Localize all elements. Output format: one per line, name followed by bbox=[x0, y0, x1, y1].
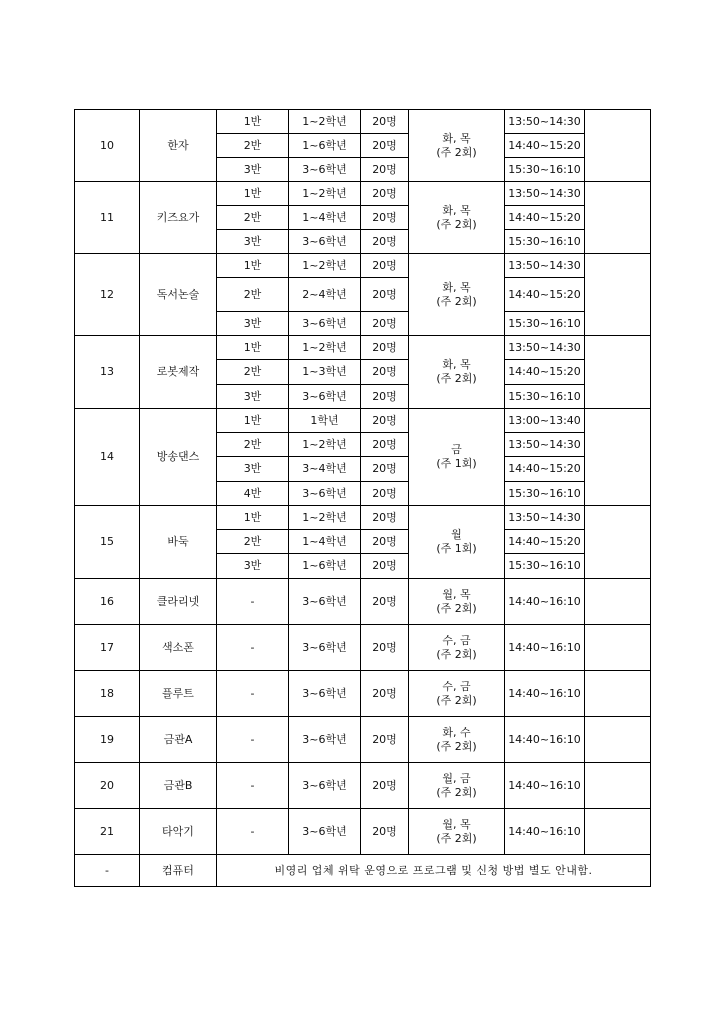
program-schedule-table bbox=[74, 109, 651, 887]
class-label: 3반 bbox=[217, 554, 289, 579]
grade-range: 1~2학년 bbox=[289, 110, 361, 134]
time-slot: 14:40~15:20 bbox=[505, 360, 585, 385]
capacity: 20명 bbox=[361, 717, 409, 763]
frequency-text: (주 2회) bbox=[436, 372, 477, 385]
class-label: 1반 bbox=[217, 506, 289, 530]
grade-range: 3~6학년 bbox=[289, 625, 361, 671]
class-label: 2반 bbox=[217, 360, 289, 385]
table-row bbox=[75, 254, 651, 278]
program-name: 금관B bbox=[140, 763, 217, 809]
grade-range: 3~6학년 bbox=[289, 671, 361, 717]
grade-range: 3~6학년 bbox=[289, 717, 361, 763]
program-name: 클라리넷 bbox=[140, 579, 217, 625]
program-name: 키즈요가 bbox=[140, 182, 217, 254]
class-label: - bbox=[217, 717, 289, 763]
capacity: 20명 bbox=[361, 457, 409, 482]
schedule-days bbox=[409, 110, 505, 182]
capacity: 20명 bbox=[361, 506, 409, 530]
frequency-text: (주 2회) bbox=[436, 647, 477, 661]
note-cell bbox=[585, 809, 651, 855]
grade-range: 1~2학년 bbox=[289, 433, 361, 457]
grade-range: 3~6학년 bbox=[289, 158, 361, 182]
frequency-text: (주 2회) bbox=[436, 831, 477, 845]
program-number: 12 bbox=[75, 254, 140, 336]
time-slot: 13:00~13:40 bbox=[505, 409, 585, 433]
frequency-text: (주 2회) bbox=[436, 145, 477, 159]
table-row bbox=[75, 717, 651, 763]
time-slot: 15:30~16:10 bbox=[505, 158, 585, 182]
class-label: 3반 bbox=[217, 385, 289, 409]
grade-range: 3~6학년 bbox=[289, 385, 361, 409]
table-row bbox=[75, 506, 651, 530]
days-text: 화, 목 bbox=[442, 131, 471, 145]
grade-range: 1학년 bbox=[289, 409, 361, 433]
note-cell bbox=[585, 579, 651, 625]
time-slot: 14:40~15:20 bbox=[505, 530, 585, 554]
program-number: 10 bbox=[75, 110, 140, 182]
frequency-text: (주 1회) bbox=[436, 457, 477, 470]
time-slot: 13:50~14:30 bbox=[505, 336, 585, 360]
time-slot: 14:40~16:10 bbox=[505, 579, 585, 625]
days-text: 화, 수 bbox=[442, 725, 471, 739]
capacity: 20명 bbox=[361, 230, 409, 254]
time-slot: 14:40~15:20 bbox=[505, 206, 585, 230]
program-name: 색소폰 bbox=[140, 625, 217, 671]
capacity: 20명 bbox=[361, 433, 409, 457]
capacity: 20명 bbox=[361, 110, 409, 134]
time-slot: 15:30~16:10 bbox=[505, 482, 585, 506]
time-slot: 14:40~16:10 bbox=[505, 717, 585, 763]
frequency-text: (주 2회) bbox=[436, 785, 477, 799]
days-text: 월, 목 bbox=[442, 817, 471, 831]
time-slot: 15:30~16:10 bbox=[505, 312, 585, 336]
program-number: 14 bbox=[75, 409, 140, 506]
program-name: 금관A bbox=[140, 717, 217, 763]
note-cell bbox=[585, 763, 651, 809]
grade-range: 3~4학년 bbox=[289, 457, 361, 482]
class-label: 1반 bbox=[217, 182, 289, 206]
class-label: - bbox=[217, 763, 289, 809]
class-label: 3반 bbox=[217, 230, 289, 254]
time-slot: 14:40~15:20 bbox=[505, 278, 585, 312]
days-text: 화, 목 bbox=[442, 203, 471, 217]
class-label: 2반 bbox=[217, 206, 289, 230]
time-slot: 13:50~14:30 bbox=[505, 433, 585, 457]
frequency-text: (주 2회) bbox=[436, 217, 477, 231]
note-cell bbox=[585, 409, 651, 506]
table-row bbox=[75, 409, 651, 433]
grade-range: 1~6학년 bbox=[289, 134, 361, 158]
table-row-computer bbox=[75, 855, 651, 887]
class-label: - bbox=[217, 809, 289, 855]
time-slot: 15:30~16:10 bbox=[505, 385, 585, 409]
program-number: 17 bbox=[75, 625, 140, 671]
grade-range: 1~2학년 bbox=[289, 182, 361, 206]
capacity: 20명 bbox=[361, 671, 409, 717]
grade-range: 1~2학년 bbox=[289, 336, 361, 360]
days-text: 월, 목 bbox=[442, 587, 471, 601]
class-label: 3반 bbox=[217, 312, 289, 336]
capacity: 20명 bbox=[361, 254, 409, 278]
days-text: 월, 금 bbox=[442, 771, 471, 785]
schedule-days bbox=[409, 809, 505, 855]
schedule-days bbox=[409, 671, 505, 717]
program-number: 16 bbox=[75, 579, 140, 625]
program-name: 독서논술 bbox=[140, 254, 217, 336]
time-slot: 14:40~15:20 bbox=[505, 134, 585, 158]
program-name: 한자 bbox=[140, 110, 217, 182]
time-slot: 14:40~16:10 bbox=[505, 671, 585, 717]
days-text: 수, 금 bbox=[442, 679, 471, 693]
frequency-text: (주 1회) bbox=[436, 542, 477, 555]
grade-range: 3~6학년 bbox=[289, 579, 361, 625]
days-text: 화, 목 bbox=[442, 280, 471, 294]
schedule-days bbox=[409, 409, 505, 506]
grade-range: 3~6학년 bbox=[289, 809, 361, 855]
frequency-text: (주 2회) bbox=[436, 601, 477, 615]
table-row bbox=[75, 579, 651, 625]
program-name: 타악기 bbox=[140, 809, 217, 855]
schedule-days bbox=[409, 182, 505, 254]
table-row bbox=[75, 182, 651, 206]
note-cell bbox=[585, 671, 651, 717]
time-slot: 13:50~14:30 bbox=[505, 254, 585, 278]
program-name: 방송댄스 bbox=[140, 409, 217, 506]
class-label: 4반 bbox=[217, 482, 289, 506]
capacity: 20명 bbox=[361, 482, 409, 506]
class-label: - bbox=[217, 671, 289, 717]
program-number: - bbox=[75, 855, 140, 887]
class-label: 1반 bbox=[217, 110, 289, 134]
capacity: 20명 bbox=[361, 809, 409, 855]
schedule-days bbox=[409, 254, 505, 336]
capacity: 20명 bbox=[361, 409, 409, 433]
class-label: 3반 bbox=[217, 457, 289, 482]
time-slot: 13:50~14:30 bbox=[505, 182, 585, 206]
program-number: 11 bbox=[75, 182, 140, 254]
capacity: 20명 bbox=[361, 336, 409, 360]
capacity: 20명 bbox=[361, 579, 409, 625]
program-number: 18 bbox=[75, 671, 140, 717]
table-row bbox=[75, 809, 651, 855]
time-slot: 13:50~14:30 bbox=[505, 506, 585, 530]
table-row bbox=[75, 110, 651, 134]
grade-range: 1~4학년 bbox=[289, 530, 361, 554]
note-cell bbox=[585, 336, 651, 409]
time-slot: 15:30~16:10 bbox=[505, 230, 585, 254]
grade-range: 1~6학년 bbox=[289, 554, 361, 579]
class-label: 1반 bbox=[217, 336, 289, 360]
capacity: 20명 bbox=[361, 312, 409, 336]
frequency-text: (주 2회) bbox=[436, 739, 477, 753]
grade-range: 3~6학년 bbox=[289, 230, 361, 254]
grade-range: 1~2학년 bbox=[289, 506, 361, 530]
schedule-days bbox=[409, 579, 505, 625]
table-row bbox=[75, 671, 651, 717]
class-label: 2반 bbox=[217, 433, 289, 457]
capacity: 20명 bbox=[361, 182, 409, 206]
time-slot: 14:40~16:10 bbox=[505, 809, 585, 855]
program-number: 21 bbox=[75, 809, 140, 855]
time-slot: 14:40~16:10 bbox=[505, 763, 585, 809]
class-label: 2반 bbox=[217, 278, 289, 312]
class-label: 2반 bbox=[217, 134, 289, 158]
note-cell bbox=[585, 110, 651, 182]
program-name: 플루트 bbox=[140, 671, 217, 717]
capacity: 20명 bbox=[361, 554, 409, 579]
program-name: 컴퓨터 bbox=[140, 855, 217, 887]
frequency-text: (주 2회) bbox=[436, 294, 477, 308]
note-cell bbox=[585, 182, 651, 254]
grade-range: 1~3학년 bbox=[289, 360, 361, 385]
days-text: 월 bbox=[451, 528, 462, 541]
schedule-days bbox=[409, 336, 505, 409]
note-cell bbox=[585, 717, 651, 763]
grade-range: 1~2학년 bbox=[289, 254, 361, 278]
class-label: 1반 bbox=[217, 254, 289, 278]
class-label: 2반 bbox=[217, 530, 289, 554]
capacity: 20명 bbox=[361, 206, 409, 230]
schedule-days bbox=[409, 763, 505, 809]
time-slot: 14:40~16:10 bbox=[505, 625, 585, 671]
program-number: 13 bbox=[75, 336, 140, 409]
table-row bbox=[75, 336, 651, 360]
schedule-days bbox=[409, 625, 505, 671]
frequency-text: (주 2회) bbox=[436, 693, 477, 707]
note-cell bbox=[585, 625, 651, 671]
class-label: 3반 bbox=[217, 158, 289, 182]
capacity: 20명 bbox=[361, 360, 409, 385]
outsourced-notice: 비영리 업체 위탁 운영으로 프로그램 및 신청 방법 별도 안내함. bbox=[217, 855, 651, 887]
program-number: 20 bbox=[75, 763, 140, 809]
schedule-days bbox=[409, 506, 505, 579]
grade-range: 3~6학년 bbox=[289, 482, 361, 506]
days-text: 화, 목 bbox=[442, 358, 471, 371]
time-slot: 13:50~14:30 bbox=[505, 110, 585, 134]
grade-range: 3~6학년 bbox=[289, 763, 361, 809]
note-cell bbox=[585, 506, 651, 579]
capacity: 20명 bbox=[361, 278, 409, 312]
grade-range: 1~4학년 bbox=[289, 206, 361, 230]
capacity: 20명 bbox=[361, 625, 409, 671]
class-label: - bbox=[217, 625, 289, 671]
class-label: - bbox=[217, 579, 289, 625]
table-row bbox=[75, 625, 651, 671]
capacity: 20명 bbox=[361, 158, 409, 182]
grade-range: 2~4학년 bbox=[289, 278, 361, 312]
capacity: 20명 bbox=[361, 530, 409, 554]
program-name: 로봇제작 bbox=[140, 336, 217, 409]
capacity: 20명 bbox=[361, 134, 409, 158]
time-slot: 15:30~16:10 bbox=[505, 554, 585, 579]
days-text: 수, 금 bbox=[442, 633, 471, 647]
program-number: 19 bbox=[75, 717, 140, 763]
schedule-days bbox=[409, 717, 505, 763]
note-cell bbox=[585, 254, 651, 336]
capacity: 20명 bbox=[361, 385, 409, 409]
program-number: 15 bbox=[75, 506, 140, 579]
program-name: 바둑 bbox=[140, 506, 217, 579]
class-label: 1반 bbox=[217, 409, 289, 433]
days-text: 금 bbox=[451, 443, 462, 456]
table-row bbox=[75, 763, 651, 809]
capacity: 20명 bbox=[361, 763, 409, 809]
grade-range: 3~6학년 bbox=[289, 312, 361, 336]
time-slot: 14:40~15:20 bbox=[505, 457, 585, 482]
